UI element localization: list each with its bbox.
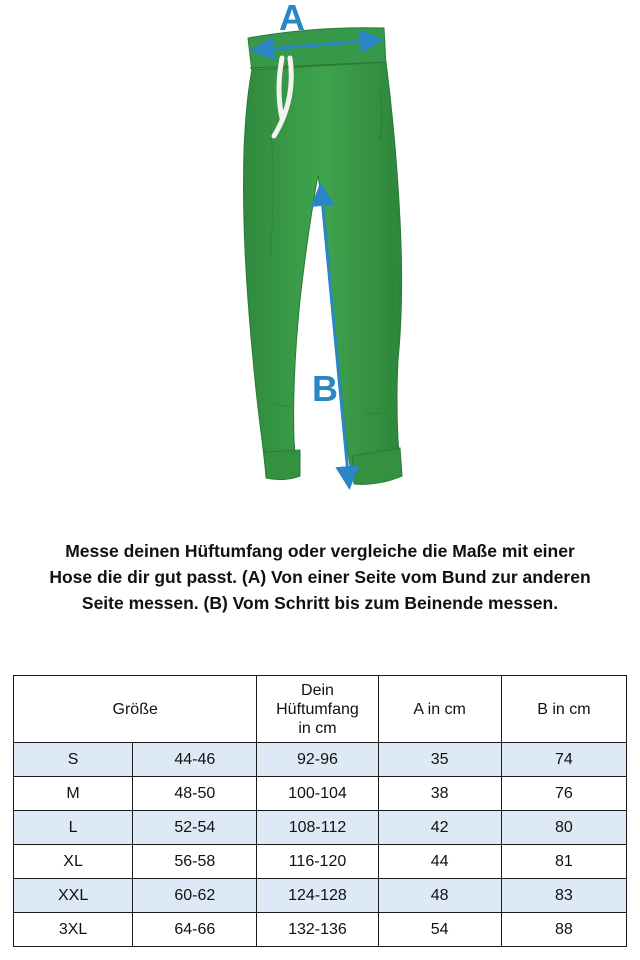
cell-size: L [14,811,133,845]
cell-range: 48-50 [133,777,257,811]
cell-hip: 92-96 [257,743,378,777]
cell-b: 81 [501,845,626,879]
cell-b: 76 [501,777,626,811]
cell-hip: 132-136 [257,913,378,947]
cell-range: 52-54 [133,811,257,845]
header-a: A in cm [378,676,501,743]
table-row [14,913,627,947]
cell-range: 44-46 [133,743,257,777]
cell-a: 54 [378,913,501,947]
cell-hip: 100-104 [257,777,378,811]
cell-b: 74 [501,743,626,777]
header-hip-line-1: Dein [301,681,334,699]
cell-hip: 124-128 [257,879,378,913]
cell-a: 42 [378,811,501,845]
header-hip-line-2: Hüftumfang [276,700,359,718]
table-row [14,811,627,845]
cell-range: 56-58 [133,845,257,879]
cell-size: S [14,743,133,777]
cell-a: 44 [378,845,501,879]
cell-b: 83 [501,879,626,913]
header-hip-line-3: in cm [298,719,337,737]
cell-b: 88 [501,913,626,947]
instructions-line-3: Seite messen. (B) Vom Schritt bis zum Beinende messen. [81,593,559,613]
cell-range: 60-62 [133,879,257,913]
label-a: A [279,0,305,38]
size-chart-table [13,675,627,947]
cell-size: XL [14,845,133,879]
instructions-line-1: Messe deinen Hüftumfang oder vergleiche die Maße mit einer [65,541,575,561]
header-hip [257,676,378,743]
cell-range: 64-66 [133,913,257,947]
table-row [14,777,627,811]
instructions-line-2: Hose die dir gut passt. (A) Von einer Seite vom Bund zur anderen [49,567,591,587]
pants-body [244,62,402,478]
cell-size: 3XL [14,913,133,947]
left-cuff [264,450,300,480]
cell-a: 38 [378,777,501,811]
measurement-instructions [0,538,640,616]
cell-a: 48 [378,879,501,913]
cell-size: XXL [14,879,133,913]
cell-hip: 116-120 [257,845,378,879]
cell-a: 35 [378,743,501,777]
table-header-row [14,676,627,743]
header-b: B in cm [501,676,626,743]
table-row [14,879,627,913]
cell-hip: 108-112 [257,811,378,845]
cell-size: M [14,777,133,811]
label-b: B [312,368,338,409]
table-row [14,743,627,777]
header-size: Größe [14,676,257,743]
cell-b: 80 [501,811,626,845]
table-row [14,845,627,879]
